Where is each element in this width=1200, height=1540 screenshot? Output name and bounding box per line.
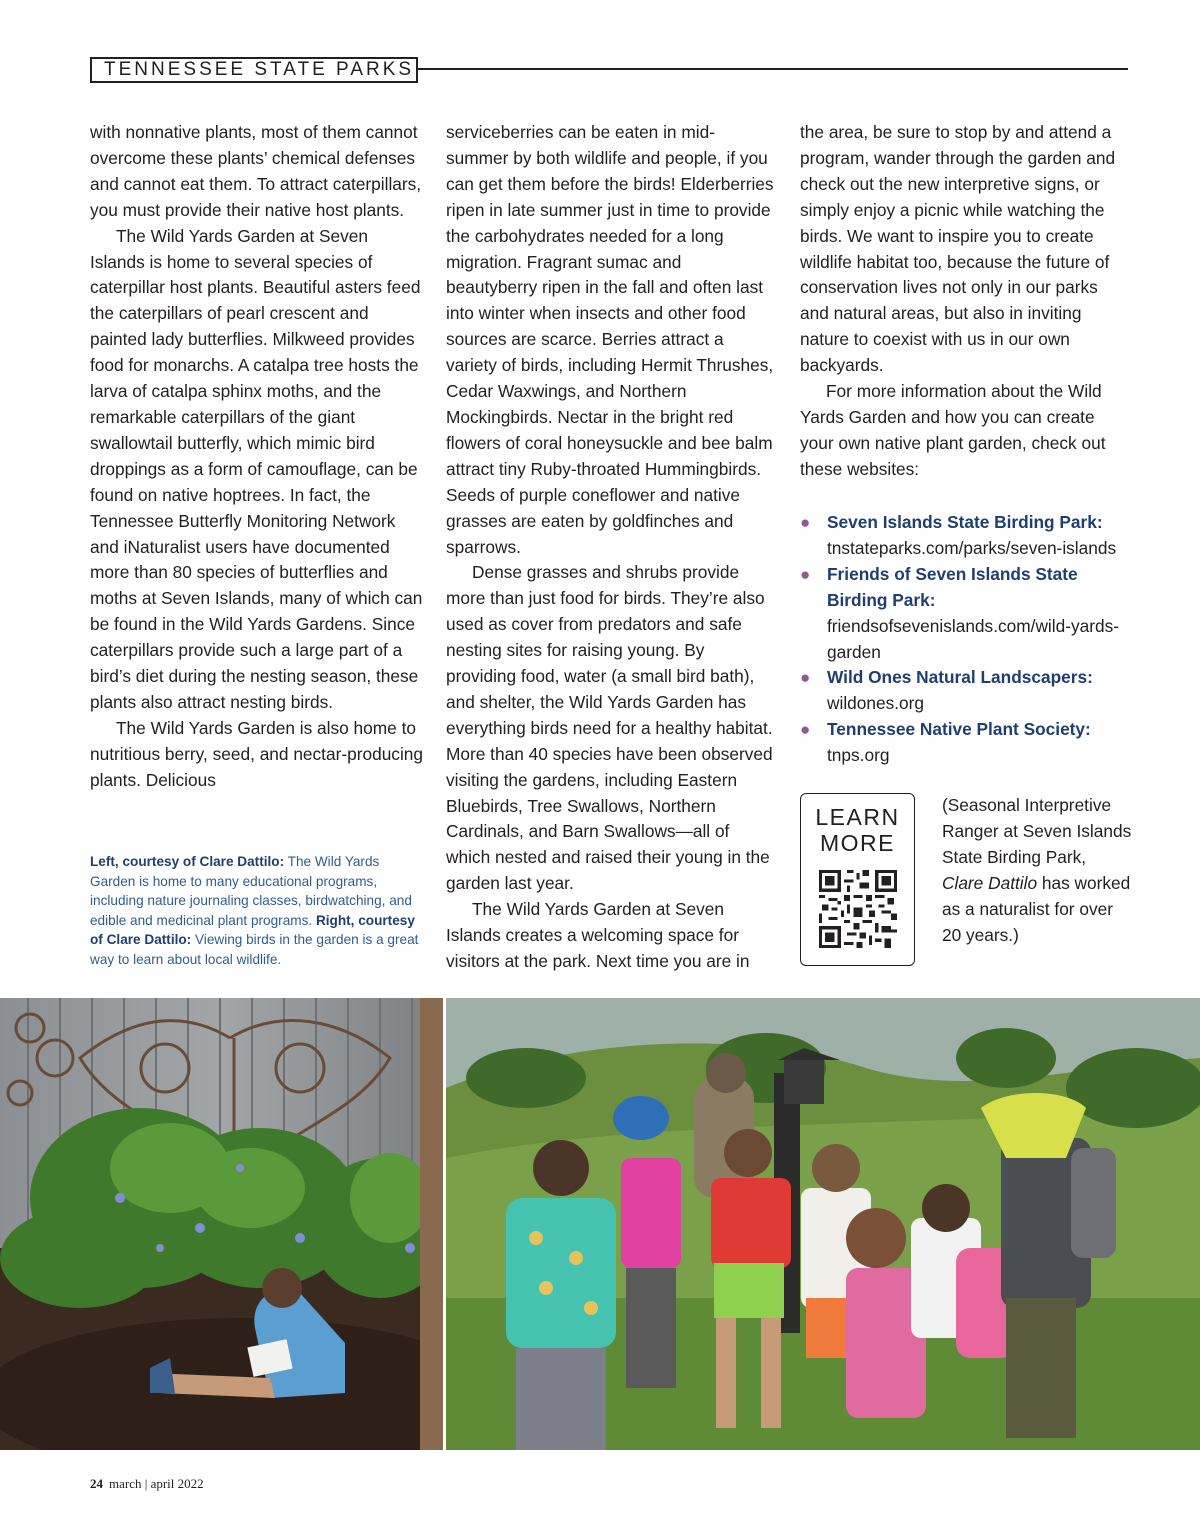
caption-credit-right: Right, courtesy of Clare Dattilo: <box>90 912 415 948</box>
resource-links-list <box>800 510 1130 769</box>
list-item[interactable] <box>800 562 1130 666</box>
bullet-icon: ● <box>800 668 811 688</box>
header-rule <box>418 68 1128 70</box>
caption-credit-left: Left, courtesy of Clare Dattilo: <box>90 854 285 869</box>
qr-code-icon[interactable] <box>819 870 897 948</box>
caption-text-left: The Wild Yards Garden is home to many educational programs, including nature journaling classes, birdwatching, and edible and medicinal plant programs. <box>90 854 412 928</box>
list-item[interactable] <box>800 510 1130 562</box>
learn-more-label-1: LEARN <box>815 804 900 830</box>
paragraph: For more information about the Wild Yards Garden and how you can create your own native plant garden, check out these websites: <box>800 381 1106 479</box>
bullet-icon: ● <box>800 720 811 740</box>
link-url[interactable]: tnstateparks.com/parks/seven-islands <box>827 537 1117 558</box>
article-column-3 <box>800 120 1130 483</box>
article-column-2 <box>446 120 776 975</box>
photo-illustration <box>446 998 1200 1450</box>
photo-caption <box>90 852 420 970</box>
author-bio <box>942 793 1132 948</box>
photo-kids-birdwatching <box>446 998 1200 1450</box>
article-column-1 <box>90 120 425 794</box>
photo-illustration <box>0 998 443 1450</box>
paragraph: The Wild Yards Garden is also home to nutritious berry, seed, and nectar-producing plants. Delicious <box>90 717 424 790</box>
link-url[interactable]: tnps.org <box>827 745 890 766</box>
list-item[interactable] <box>800 665 1130 717</box>
bio-text: (Seasonal Interpretive Ranger at Seven Islands State Birding Park, <box>942 795 1132 867</box>
paragraph: with nonnative plants, most of them cannot overcome these plants’ chemical defenses and cannot eat them. To attract caterpillars, you must provide their native host plants. <box>90 122 422 220</box>
bio-text: has worked as a naturalist for over 20 years.) <box>942 872 1131 945</box>
bullet-icon: ● <box>800 513 811 532</box>
paragraph: Dense grasses and shrubs provide more than just food for birds. They’re also used as cover from predators and safe nesting sites for raising young. By providing food, water (a small bird bath), and shelter, the Wild Yards Garden has everything birds need for a healthy habitat. More than 40 species have been observed visiting the gardens, including Eastern Bluebirds, Tree Swallows, Northern Cardinals, and Barn Swallows—all of which nested and raised their young in the garden last year. <box>446 562 773 894</box>
paragraph: The Wild Yards Garden at Seven Islands is home to several species of caterpillar host plants. Beautiful asters feed the caterpillars of pearl crescent and painted lady butterflies. Milkweed provides food for monarchs. A catalpa tree hosts the larva of catalpa sphinx moths, and the remarkable caterpillars of the giant swallowtail butterfly, which mimic bird droppings as a form of camouflage, can be found on native hoptrees. In fact, the Tennessee Butterfly Monitoring Network and iNaturalist users have documented more than 80 species of butterflies and moths at Seven Islands, many of which can be found in the Wild Yards Gardens. Since caterpillars provide such a large part of a bird’s diet during the nesting season, these plants also attract nesting birds. <box>90 225 423 712</box>
learn-more-label-2: MORE <box>820 830 895 856</box>
link-url[interactable]: friendsofsevenislands.com/wild-yards-garden <box>827 615 1119 662</box>
page-number: 24 <box>90 1476 103 1491</box>
link-name: Seven Islands State Birding Park: <box>827 512 1103 532</box>
paragraph: serviceberries can be eaten in mid-summer by both wildlife and people, if you can get them before the birds! Elderberries ripen in late summer just in time to provide the carbohydrates needed for a long migration. Fragrant sumac and beautyberry ripen in the fall and often last into winter when insects and other food sources are scarce. Berries attract a variety of birds, including Hermit Thrushes, Cedar Waxwings, and Northern Mockingbirds. Nectar in the bright red flowers of coral honeysuckle and bee balm attract tiny Ruby-throated Hummingbirds. Seeds of purple coneflower and native grasses are eaten by goldfinches and sparrows. <box>446 122 774 557</box>
paragraph: The Wild Yards Garden at Seven Islands creates a welcoming space for visitors at the park. Next time you are in <box>446 899 750 971</box>
bullet-icon: ● <box>800 564 811 584</box>
paragraph: the area, be sure to stop by and attend a program, wander through the garden and check out the new interpretive signs, or simply enjoy a picnic while watching the birds. We want to inspire you to create wildlife habitat too, because the future of conservation lives not only in our parks and natural areas, but also in inviting nature to coexist with us in our own backyards. <box>800 122 1116 376</box>
section-header: TENNESSEE STATE PARKS <box>90 57 418 83</box>
page-footer <box>90 1476 204 1492</box>
link-url[interactable]: wildones.org <box>827 693 925 714</box>
link-name: Wild Ones Natural Landscapers: <box>827 667 1093 688</box>
issue-date: march | april 2022 <box>109 1476 204 1491</box>
link-name: Friends of Seven Islands State Birding Park: <box>827 563 1078 610</box>
learn-more-box[interactable] <box>800 793 915 966</box>
photo-garden-journaling <box>0 998 443 1450</box>
list-item[interactable] <box>800 717 1130 769</box>
caption-text-right: Viewing birds in the garden is a great way to learn about local wildlife. <box>90 932 419 967</box>
author-name: Clare Dattilo <box>942 872 1038 893</box>
link-name: Tennessee Native Plant Society: <box>827 719 1091 740</box>
